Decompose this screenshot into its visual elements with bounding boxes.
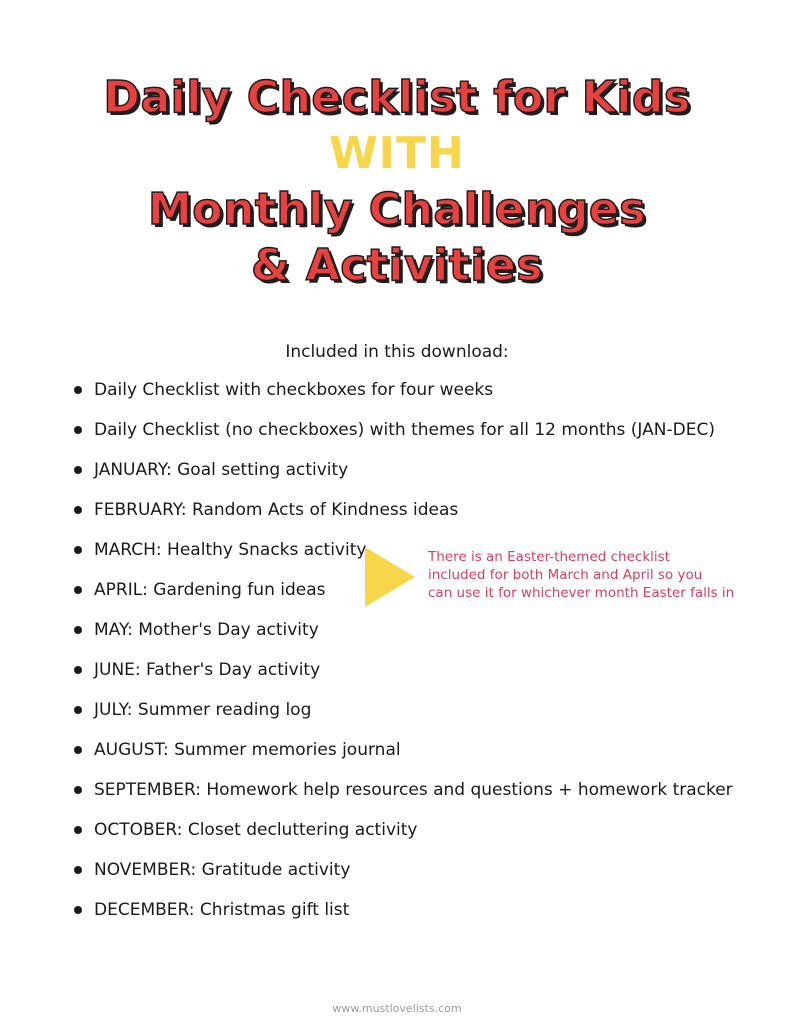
- list-item: [72, 818, 733, 858]
- contents-list: [72, 378, 733, 938]
- bullet-icon: [74, 586, 82, 594]
- list-item: [72, 658, 733, 698]
- list-item: [72, 458, 733, 498]
- intro-text: Included in this download:: [285, 342, 509, 362]
- bullet-icon: [74, 786, 82, 794]
- title-line-1: Daily Checklist for Kids: [103, 72, 691, 123]
- list-item-text: SEPTEMBER: Homework help resources and questions + homework tracker: [94, 780, 733, 800]
- play-arrow-icon: [365, 547, 415, 607]
- bullet-icon: [74, 386, 82, 394]
- bullet-icon: [74, 826, 82, 834]
- bullet-icon: [74, 866, 82, 874]
- list-item: [72, 378, 733, 418]
- page-title: [0, 70, 794, 294]
- list-item-text: NOVEMBER: Gratitude activity: [94, 860, 351, 880]
- list-item-text: MAY: Mother's Day activity: [94, 620, 319, 640]
- list-item-text: MARCH: Healthy Snacks activity: [94, 540, 367, 560]
- list-item-text: OCTOBER: Closet decluttering activity: [94, 820, 418, 840]
- title-line-4: & Activities: [251, 240, 543, 291]
- list-item: [72, 898, 733, 938]
- easter-note-line-1: There is an Easter-themed checklist: [428, 549, 670, 565]
- list-item: [72, 698, 733, 738]
- list-item-text: APRIL: Gardening fun ideas: [94, 580, 326, 600]
- list-item-text: Daily Checklist with checkboxes for four weeks: [94, 380, 494, 400]
- title-line-3: Monthly Challenges: [148, 184, 646, 235]
- list-item-text: JULY: Summer reading log: [94, 700, 312, 720]
- easter-note-line-2: included for both March and April so you: [428, 567, 703, 583]
- list-item: [72, 498, 733, 538]
- footer-url: www.mustlovelists.com: [332, 1002, 462, 1015]
- bullet-icon: [74, 746, 82, 754]
- bullet-icon: [74, 466, 82, 474]
- list-item-text: AUGUST: Summer memories journal: [94, 740, 401, 760]
- list-item: [72, 858, 733, 898]
- list-item-text: JUNE: Father's Day activity: [94, 660, 321, 680]
- list-item-text: FEBRUARY: Random Acts of Kindness ideas: [94, 500, 459, 520]
- bullet-icon: [74, 906, 82, 914]
- list-item: [72, 618, 733, 658]
- easter-note-line-3: can use it for whichever month Easter falls in: [428, 585, 735, 601]
- bullet-icon: [74, 666, 82, 674]
- list-item-text: DECEMBER: Christmas gift list: [94, 900, 350, 920]
- bullet-icon: [74, 706, 82, 714]
- bullet-icon: [74, 506, 82, 514]
- title-line-2: WITH: [329, 128, 465, 179]
- bullet-icon: [74, 546, 82, 554]
- list-item-text: Daily Checklist (no checkboxes) with themes for all 12 months (JAN-DEC): [94, 420, 715, 440]
- list-item: [72, 418, 733, 458]
- list-item: [72, 778, 733, 818]
- bullet-icon: [74, 626, 82, 634]
- list-item-text: JANUARY: Goal setting activity: [94, 460, 349, 480]
- bullet-icon: [74, 426, 82, 434]
- easter-note: [428, 548, 778, 602]
- list-item: [72, 738, 733, 778]
